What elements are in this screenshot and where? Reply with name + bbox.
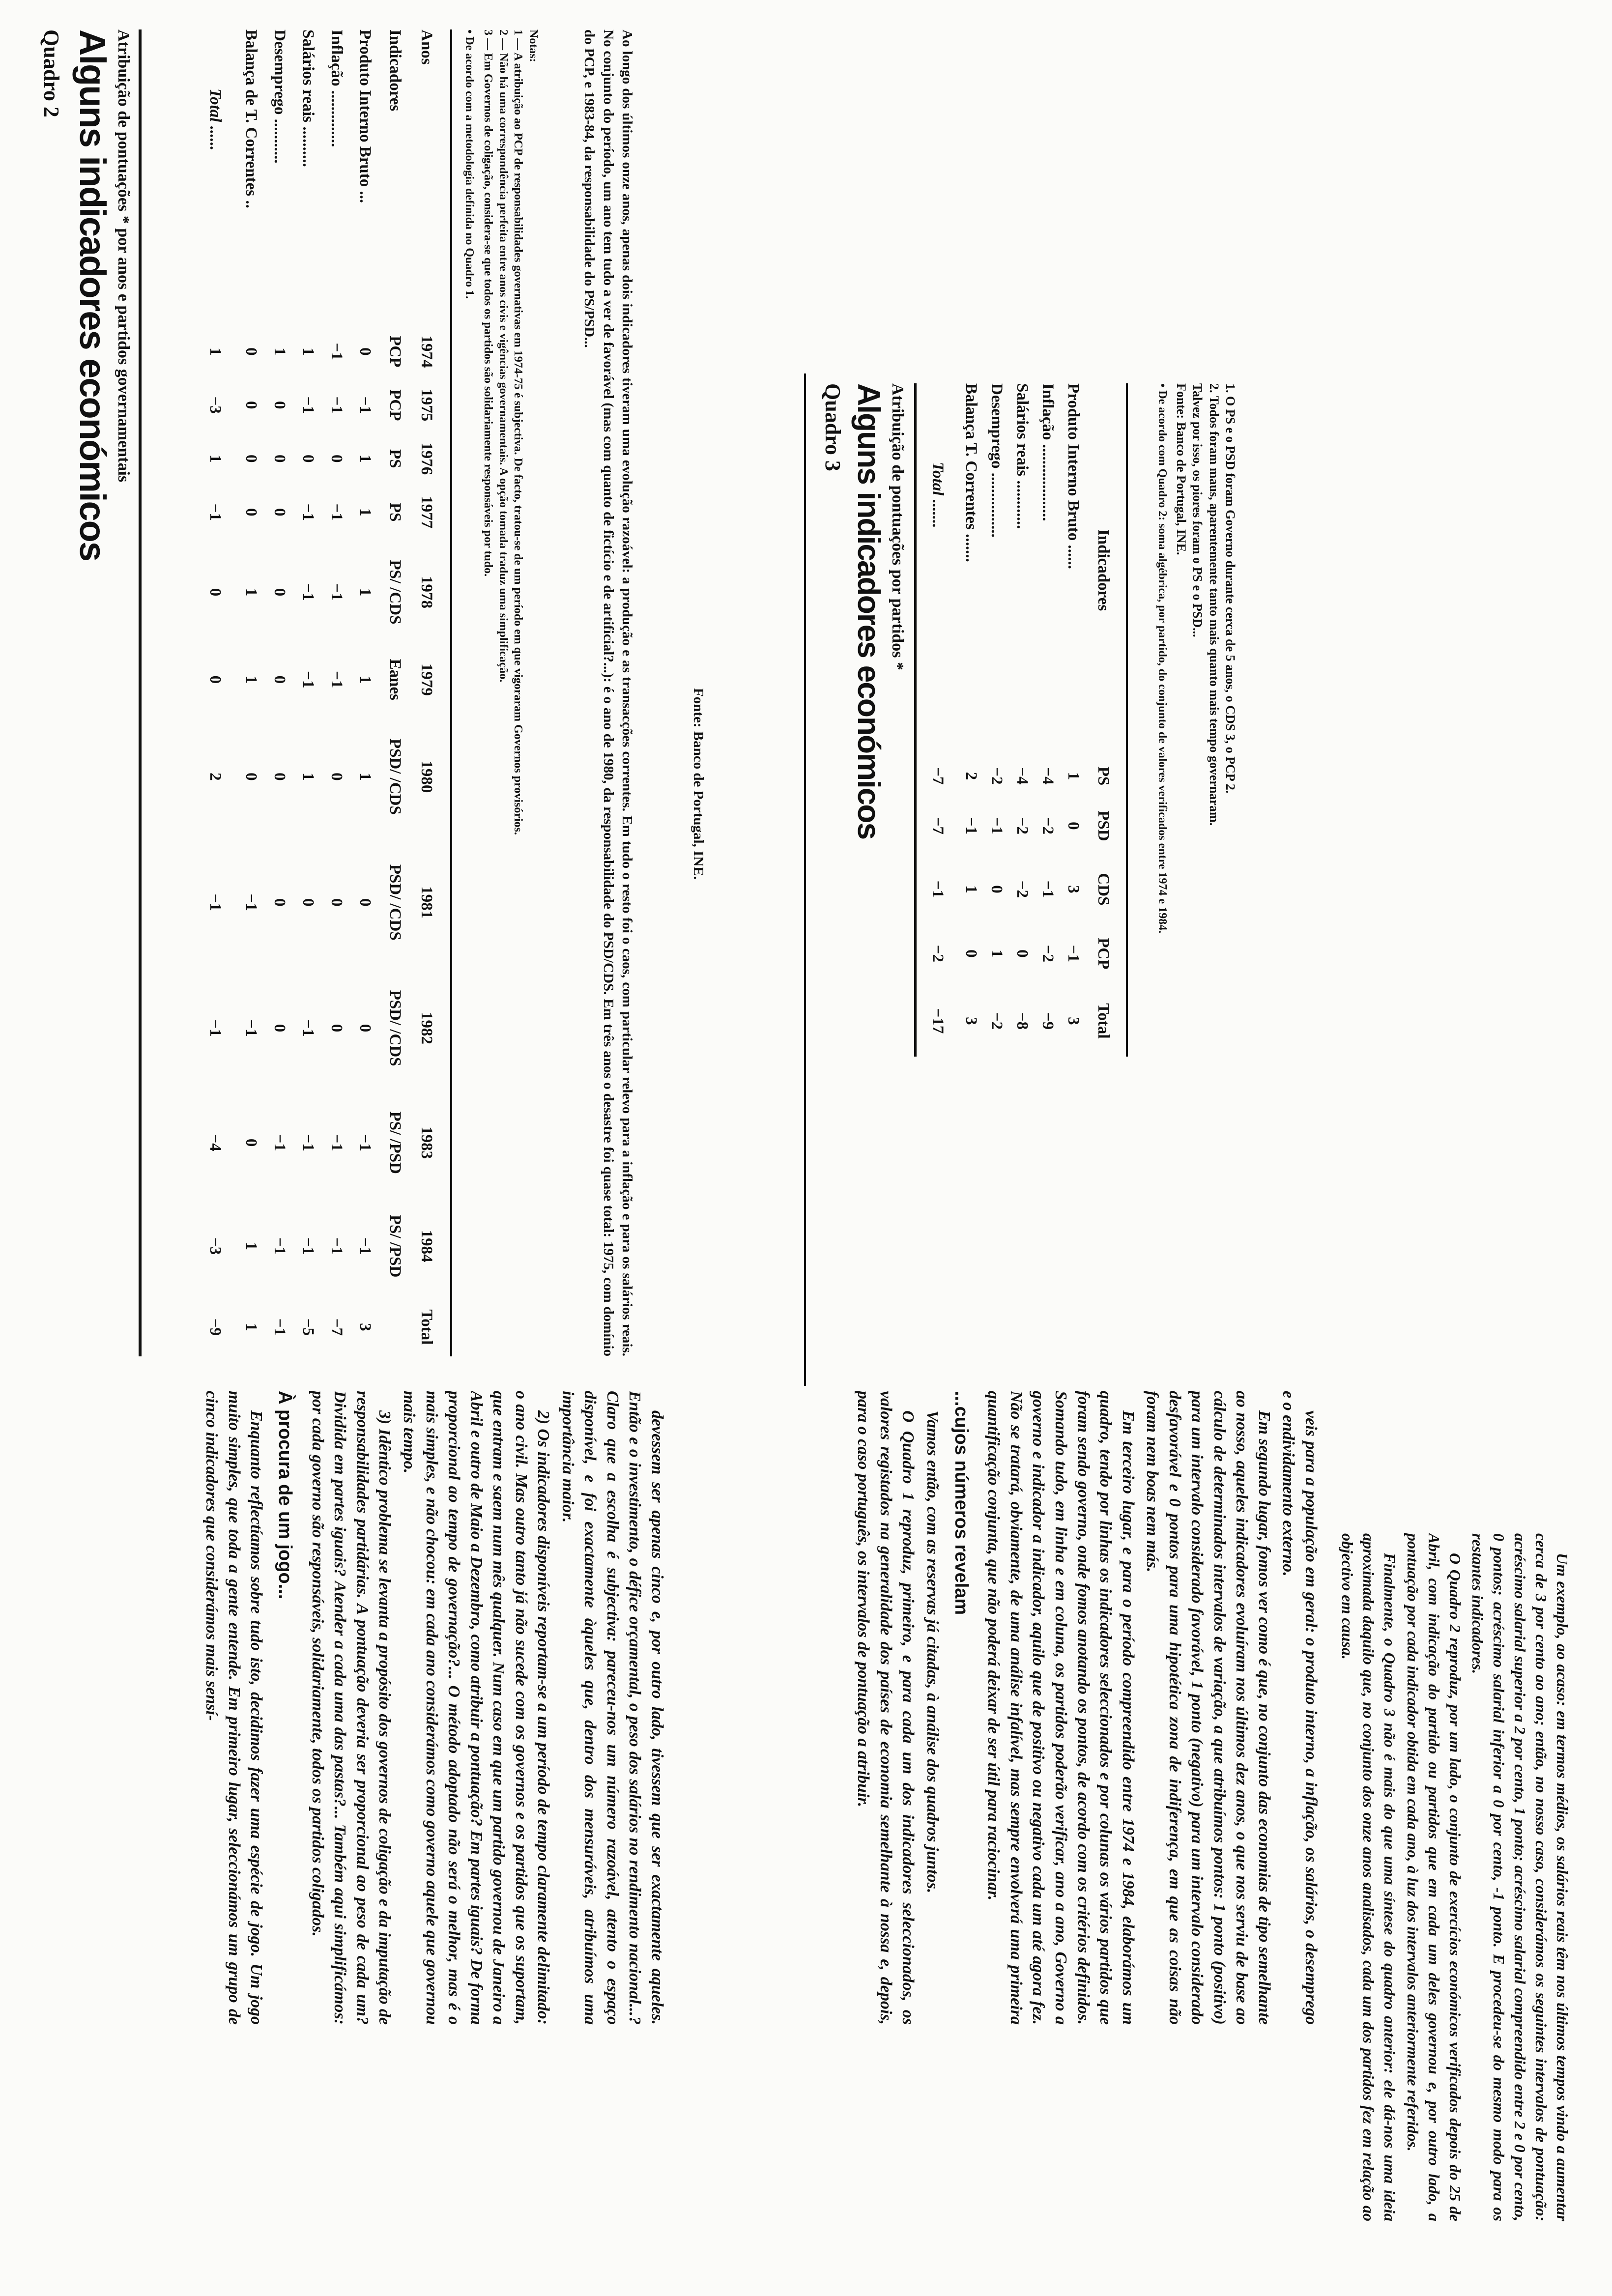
quadro2-note: 1 — A atribuição ao PCP de responsabilidades governativas em 1974-75 é subjectiva. De facto, tratou-se de um período em que vigoraram Governos provisórios. [512,29,525,835]
table-cell: −1 [328,503,346,521]
table-row [1035,383,1061,1057]
column-paragraph: Em terceiro lugar, e para o período compreendido entre 1974 e 1984, elaborámos um quadro, tendo por linhas os indicadores seleccionados e por colunas os vários partidos que foram sendo governo, onde fomos anotando os pontos, de acordo com os critérios definidos. Somando tudo, em linha e em coluna, os partidos poderão verificar, ano a ano, Governo a governo e indicador a indicador, aquilo que de positivo ou negativo cada um até agora fez. Não se tratará, obviamente, de uma análise infalível, mas sempre envolverá uma primeira quantificação conjunta, que não poderá deixar de ser útil para raciocinar. [984,1391,1137,2025]
table-cell: −1 [299,583,317,601]
totals-row [928,383,958,1057]
total-cell: 1 [206,455,224,463]
table-row [1061,383,1086,1057]
table-cell: 0 [242,455,260,463]
row-total: 1 [242,1323,260,1331]
year-header: 1984 [418,1230,436,1263]
table-cell: 1 [356,675,374,684]
quadro3-subtitle: Atribuição de pontuações por partidos * [889,383,907,671]
quadro3-footnote: • De acordo com Quadro 2: soma algébrica, por partido, do conjunto de valores verificados entre 1974 e 1984. [1156,383,1169,934]
total-label: Total ....... [929,462,947,528]
table-cell: −1 [271,1134,289,1151]
table-cell: 0 [271,898,289,907]
quadro2-note: 2 — Não há uma correspondência perfeita entre anos civis e vigências governamentais. A opção tomada traduz uma simplificação. [496,29,510,683]
row-total: 3 [356,1323,374,1331]
table-cell: −1 [328,1134,346,1151]
table-cell: 0 [328,773,346,781]
table-cell: −1 [962,817,980,835]
table-cell: −1 [299,1237,317,1255]
total-cell: 0 [206,675,224,684]
table-cell: −4 [1013,767,1032,785]
total-cell: −4 [206,1134,224,1151]
column-paragraph: veis para a população em geral: o produto interno, a inflação, os salários, o desemprego e o endividamento externo. [1279,1391,1320,2025]
quadro3-note: Talvez por isso, os piores foram o PS e o PSD... [1190,383,1205,637]
row-label: Inflação .............. [328,29,346,147]
grand-total: −9 [206,1318,224,1336]
quadro3-notes [1173,383,1238,1057]
table-cell: −2 [1039,945,1057,962]
table-cell: −1 [299,396,317,414]
governo-header: PS/ /PSD [386,1214,404,1278]
table-cell: 0 [299,898,317,907]
quadro2-footnote: • De acordo com a metodologia definida no Quadro 1. [463,29,476,299]
row-label: Desemprego ................ [988,383,1006,538]
total-cell: −1 [206,893,224,911]
table-cell: 1 [962,885,980,893]
table-cell: 0 [299,455,317,463]
table-cell: 0 [242,401,260,409]
table-cell: −1 [1065,945,1083,962]
table-cell: 1 [242,1242,260,1250]
quadro2-header-years [411,29,442,1356]
row-total: −5 [299,1318,317,1336]
table-cell: −1 [328,1237,346,1255]
total-cell: −3 [206,1237,224,1255]
table-row [294,29,322,1356]
table-cell: 0 [356,347,374,356]
column-paragraph: devessem ser apenas cinco e, por outro lado, tivessem que ser exactamente aqueles. Então e o investimento, o défice orçamental, o peso dos salários no rendimento nacional...? Claro que a escolha é subjectiva: pareceu-nos um número razoável, atento o espaço disponível, e foi exactamente àqueles que, dentro dos mensuráveis, atribuímos uma importância maior. [558,1391,666,2025]
table-row [984,383,1009,1057]
column-paragraph: Em segundo lugar, fomos ver como é que, no conjunto das economias de tipo semelhante ao nosso, aqueles indicadores evoluíram nos últimos dez anos, o que nos serviu de base ao cálculo de determinados intervalos de variação, a que atribuímos pontos: 1 ponto (positivo) para um intervalo considerado favorável, 1 ponto (negativo) para um intervalo considerado desfavorável e 0 pontos para uma hipotética zona de indiferença, em que as coisas não foram nem boas nem más. [1143,1391,1273,2025]
table-cell: 1 [299,773,317,781]
quadro2-note: 3 — Em Governos de coligação, considera-se que todos os partidos são solidariamente responsáveis por tudo. [481,29,494,577]
table-cell: 0 [356,898,374,907]
table-cell: −4 [1039,767,1057,785]
year-header: 1976 [418,442,436,475]
quadro3-top-rule [914,383,917,1057]
quadro2-table [206,29,442,1356]
quadro3-note: 2. Todos foram maus, aparentemente tanto mais quanto mais tempo governaram. [1207,383,1221,826]
year-header: 1977 [418,496,436,529]
quadro2-source: Fonte: Banco de Portugal, INE. [691,688,706,880]
column-paragraph: O Quadro 1 reproduz, primeiro, e para cada um dos indicadores seleccionados, os valores registados na generalidade dos países de economia semelhante à nossa e, depois, para o caso português, os intervalos de pontuação a atribuir. [854,1391,918,2025]
table-cell: −1 [299,503,317,521]
table-cell: −1 [1039,880,1057,898]
table-cell: 1 [988,949,1006,958]
table-row [1009,383,1035,1057]
total-cell: −1 [929,880,947,898]
row-label: Balança de T. Correntes .. [242,29,260,208]
quadro3-table [928,383,1121,1057]
governo-header: PS/ /CDS [386,560,404,625]
total-cell: 2 [206,773,224,781]
table-cell: 2 [962,772,980,780]
party-header: CDS [1094,873,1113,906]
total-cell: −2 [929,945,947,962]
quadro3-label: Quadro 3 [821,383,845,471]
column-paragraph: Enquanto reflectíamos sobre tudo isto, decidimos fazer uma espécie de jogo. Um jogo muito simples, que toda a gente entende. Em primeiro lugar, seleccionámos um grupo de cinco indicadores que considerámos mais sensí- [202,1391,266,2025]
row-label: Balança T. Correntes ....... [962,383,980,562]
governo-header: PS/ /PSD [386,1111,404,1174]
table-cell: 0 [328,898,346,907]
table-cell: 3 [1065,885,1083,893]
quadro3-note: Fonte: Banco de Portugal, INE. [1174,383,1189,555]
table-cell: −2 [988,1012,1006,1030]
quadro2-paragraph: Ao longo dos últimos onze anos, apenas dois indicadores tiveram uma evolução razoável: a produção e as transacções correntes. Em tudo o resto foi o caos, com particular relevo para a inflação e para os salários reais. No conjunto do período, um ano tem tudo a ver de favorável (mas com quanto de fictício e de artificial?...): é o ano de 1980, da responsabilidade do PSD/CDS. Em três anos o desastre foi quase total: 1975, com domínio do PCP, e 1983-84, da responsabilidade do PS/PSD... [581,29,635,1356]
quadro2-notes [480,29,541,1356]
table-cell: 0 [242,1138,260,1147]
table-cell: 0 [242,347,260,356]
table-cell: −1 [356,396,374,414]
table-row [265,29,294,1356]
table-cell: 0 [1013,949,1032,958]
quadro3-header [1086,383,1121,1057]
row-label: Inflação ................... [1039,383,1057,521]
table-row [237,29,265,1356]
governo-header: PCP [386,389,404,421]
quadro2-label: Quadro 2 [39,29,63,117]
column-paragraph: 2) Os indicadores disponíveis reportam-se a um período de tempo claramente delimitado: o ano civil. Mas outro tanto já não sucede com os governos e os partidos que os suportam, que entram e saem num mês qualquer. Num caso em que um partido governou de Janeiro a Abril e outro de Maio a Dezembro, como atribuir a pontuação? Em partes iguais? De forma proporcional ao tempo de governação?... O método adoptado não será o melhor, mas é o mais simples, e não chocou: em cada ano considerámos como governo aquele que governou mais tempo. [400,1391,553,2025]
table-cell: −9 [1039,1012,1057,1030]
table-cell: 0 [242,773,260,781]
table-cell: 0 [242,508,260,517]
governo-header: PSD/ /CDS [386,990,404,1066]
table-cell: −1 [988,817,1006,835]
table-row [322,29,351,1356]
total-cell: 1 [206,347,224,356]
total-cell: −1 [206,503,224,521]
quadro2-header-governos [379,29,411,1356]
governo-header: PS [386,502,404,522]
total-cell: −7 [929,767,947,785]
table-cell: 0 [271,773,289,781]
quadro2-table-wrap [206,29,442,1356]
total-cell: −3 [206,396,224,414]
governo-header: Eanes [386,659,404,700]
table-cell: −2 [988,767,1006,785]
total-cell: −7 [929,817,947,835]
year-header: 1974 [418,335,436,368]
governo-header: PSD/ /CDS [386,738,404,815]
total-label: Total ...... [206,88,224,151]
table-cell: −1 [328,583,346,601]
table-cell: 0 [271,588,289,597]
table-cell: 0 [271,1024,289,1033]
row-total: −1 [271,1318,289,1336]
column-paragraph: O Quadro 2 reproduz, por um lado, o conjunto de exercícios económicos verificados depois do 25 de Abril, com indicação do partido ou partidos que em cada um deles governou e, por outro lado, a pontuação por cada indicador obtida em cada ano, à luz dos intervalos anteriormente referidos. [1404,1533,1464,2221]
table-cell: 1 [242,588,260,597]
column-heading: À procura de um jogo... [275,1391,296,1600]
column-paragraph: Finalmente, o Quadro 3 não é mais do que uma síntese do quadro anterior: ele dá-nos uma ideia aproximada daquilo que, no conjunto dos onze anos analisados, cada um dos partidos fez em relação ao objectivo em causa. [1339,1533,1399,2221]
table-cell: 3 [1065,1017,1083,1025]
total-cell: 0 [206,588,224,597]
quadro3-table-wrap [928,383,1121,1057]
table-cell: 3 [962,1017,980,1025]
table-cell: −2 [1013,817,1032,835]
table-cell: 0 [1065,822,1083,830]
table-cell: 0 [988,885,1006,893]
party-header: PCP [1094,938,1113,970]
table-cell: 0 [356,1024,374,1033]
table-cell: 0 [271,675,289,684]
year-header: 1983 [418,1126,436,1159]
header-indicadores: Indicadores [1094,529,1113,611]
column-paragraph: Vamos então, com as reservas já citadas, à análise dos quadros juntos. [923,1410,942,1894]
quadro3-frame-rule [804,373,806,1386]
table-cell: 0 [328,455,346,463]
governo-header: PSD/ /CDS [386,864,404,941]
table-cell: −1 [328,343,346,360]
table-cell: −1 [328,396,346,414]
column-paragraph: 3) Idêntico problema se levanta a propósito dos governos de coligação e da imputação de responsabilidades partidárias. A pontuação deveria ser proporcional ao peso de cada um? Dividida em partes iguais? Atender a cada uma das pastas?... Também aqui simplificámos: por cada governo são responsáveis, solidariamente, todos os partidos coligados. [308,1391,394,2025]
table-cell: 0 [271,401,289,409]
table-cell: 1 [271,347,289,356]
header-anos: Anos [418,29,436,65]
table-cell: 1 [1065,772,1083,780]
quadro3-bottom-rule [1126,383,1128,1057]
table-cell: −1 [356,1237,374,1255]
table-cell: −1 [299,1019,317,1037]
table-cell: −1 [242,1019,260,1037]
table-cell: −1 [299,1134,317,1151]
text-column-3 [1337,1533,1573,2221]
header-indicadores: Indicadores [386,29,404,112]
table-cell: −2 [1013,880,1032,898]
row-label: Salários reais ............ [1013,383,1032,529]
year-header: 1975 [418,389,436,422]
table-cell: 1 [356,455,374,463]
row-label: Produto Interno Bruto ...... [1065,383,1083,569]
table-cell: 1 [356,773,374,781]
table-cell: 0 [271,508,289,517]
table-cell: −1 [242,893,260,911]
table-cell: 1 [356,508,374,517]
quadro2-top-rule [139,29,142,1356]
total-cell: −17 [929,1008,947,1034]
quadro2-subtitle: Atribuição de pontuações * por anos e partidos governamentais [115,29,133,483]
year-header: 1978 [418,575,436,608]
party-header: Total [1094,1003,1113,1039]
table-cell: −1 [328,671,346,689]
table-cell: −2 [1039,817,1057,835]
party-header: PS [1094,766,1113,786]
text-column-1 [29,1391,668,2025]
quadro2-title: Alguns indicadores económicos [72,29,113,561]
table-cell: 0 [962,949,980,958]
table-cell: −1 [356,1134,374,1151]
table-cell: 0 [328,1024,346,1033]
quadro2-notes-title: Notas: [527,29,540,62]
table-cell: 1 [299,347,317,356]
table-row [351,29,379,1356]
quadro3-title: Alguns indicadores económicos [851,383,887,839]
row-label: Desemprego ........... [271,29,289,164]
total-cell: −1 [206,1019,224,1037]
party-header: PSD [1094,810,1113,841]
governo-header: PS [386,449,404,468]
column-heading: ...cujos números revelam [950,1391,972,1615]
year-header: 1980 [418,760,436,793]
table-cell: 0 [271,455,289,463]
row-label: Salários reais .......... [299,29,317,167]
quadro3-note: 1. O PS e o PSD foram Governo durante cerca de 5 anos, o CDS 3, o PCP 2. [1223,383,1238,794]
table-cell: −1 [271,1237,289,1255]
totals-row [206,29,237,1356]
table-cell: −8 [1013,1012,1032,1030]
total-header: Total [418,1309,436,1345]
table-row [958,383,984,1057]
column-paragraph: Um exemplo, ao acaso: em termos médios, os salários reais têm nos últimos tempos vindo a aumentar cerca de 3 por cento ao ano; então, no nosso caso, considerámos os seguintes intervalos de pontuação: acréscimo salarial superior a 2 por cento, 1 ponto; acréscimo salarial compreendido entre 2 e 0 por cento, 0 pontos; acréscimo salarial inferior a 0 por cento, -1 ponto. E procedeu-se do mesmo modo para os restantes indicadores. [1469,1533,1571,2221]
table-cell: −1 [299,671,317,689]
row-total: −7 [328,1318,346,1336]
quadro2-bottom-rule [450,29,452,1356]
table-cell: 1 [356,588,374,597]
year-header: 1982 [418,1012,436,1045]
year-header: 1981 [418,886,436,919]
governo-header: PCP [386,336,404,368]
table-cell: 1 [242,675,260,684]
year-header: 1979 [418,663,436,696]
row-label: Produto Interno Bruto ... [356,29,374,203]
text-column-2 [683,1391,1322,2025]
